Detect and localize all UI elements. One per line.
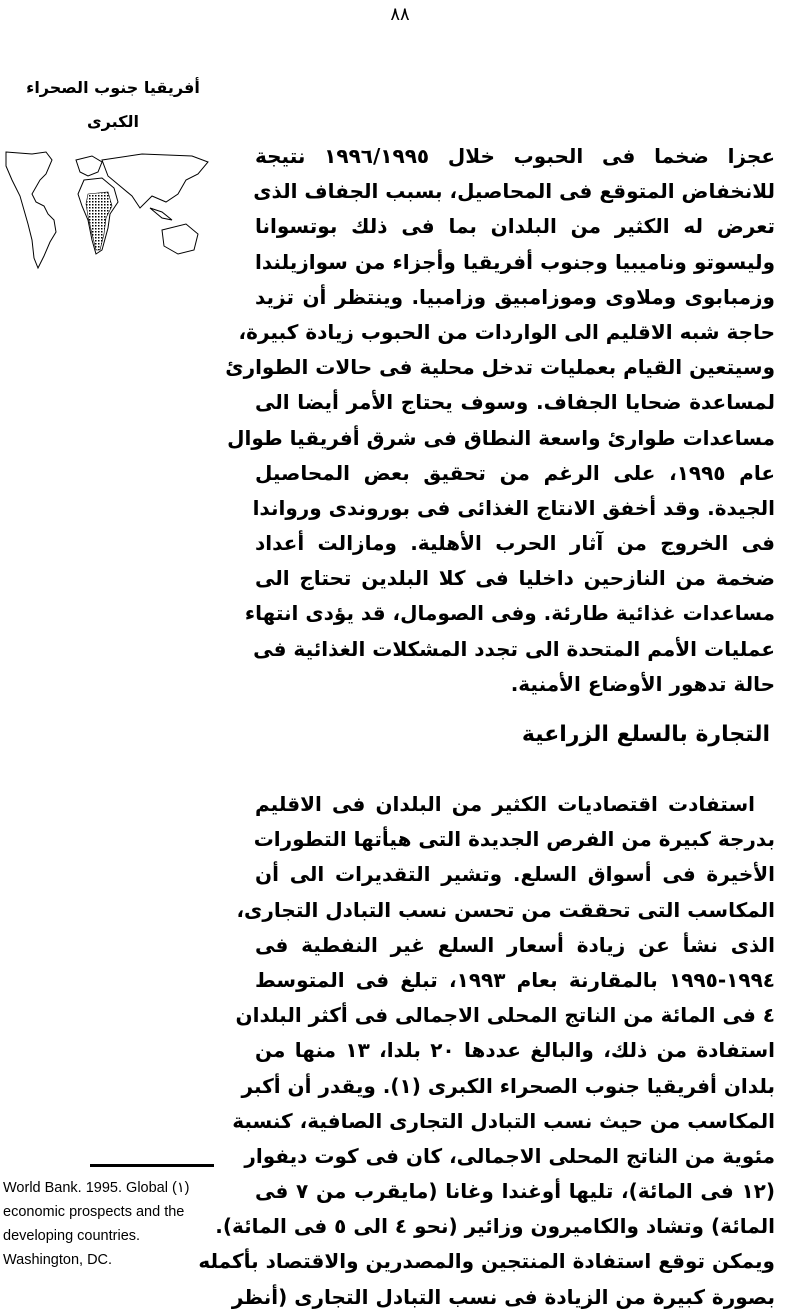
text-line: حالة تدهور الأوضاع الأمنية. xyxy=(510,671,775,696)
text-line: المائة) وتشاد والكاميرون وزائير (نحو ٤ الى ٥ فى المائة). xyxy=(215,1214,775,1239)
text-line: عجزا ضخما فى الحبوب خلال ١٩٩٦/١٩٩٥ نتيجة xyxy=(255,144,775,168)
sidebar-title-line2: الكبرى xyxy=(87,112,139,131)
text-line: وليسوتو وناميبيا وجنوب أفريقيا وأجزاء من سوازيلندا xyxy=(255,249,775,274)
text-line: حاجة شبه الاقليم الى الواردات من الحبوب زيادة كبيرة، xyxy=(238,319,775,344)
text-line: مئوية من الناتج المحلى الاجمالى، كان فى كوت ديفوار xyxy=(244,1143,775,1168)
footnote-line: developing countries. xyxy=(3,1228,141,1244)
section-heading: التجارة بالسلع الزراعية xyxy=(521,722,770,747)
text-line: المكاسب التى تحققت من تحسن نسب التبادل التجارى، xyxy=(236,897,775,922)
text-line: ٤ فى المائة من الناتج المحلى الاجمالى فى أكثر البلدان xyxy=(235,1003,775,1028)
text-line: بدرجة كبيرة من الفرص الجديدة التى هيأتها التطورات xyxy=(253,827,775,852)
paragraph-1 xyxy=(225,139,775,702)
text-line: المكاسب من حيث نسب التبادل التجارى الصافية، كنسبة xyxy=(232,1108,775,1133)
text-line: مساعدات طوارئ واسعة النطاق فى شرق أفريقيا طوال xyxy=(227,425,775,450)
text-line: استفادت اقتصاديات الكثير من البلدان فى الاقليم xyxy=(255,792,755,816)
text-line: وزمبابوى وملاوى وموزامبيق وزامبيا. وينتظر أن تزيد xyxy=(255,284,775,309)
text-line: الجيدة. وقد أخفق الانتاج الغذائى فى بوروندى ورواندا xyxy=(252,495,775,520)
text-line: وسيتعين القيام بعمليات تدخل محلية فى حالات الطوارئ xyxy=(225,355,775,380)
footnote-line: Washington, DC. xyxy=(3,1252,113,1268)
text-line: ضخمة من النازحين داخليا فى كلا البلدين تحتاج الى xyxy=(255,566,775,591)
text-line: عمليات الأمم المتحدة الى تجدد المشكلات الغذائية فى xyxy=(253,636,775,661)
text-line: فى الخروج من آثار الحرب الأهلية. ومازالت أعداد xyxy=(255,531,775,556)
text-line: استفادة من ذلك، والبالغ عددها ٢٠ بلدا، ١٣ منها من xyxy=(255,1038,775,1063)
text-line: عام ١٩٩٥، على الرغم من تحقيق بعض المحاصيل xyxy=(255,460,775,485)
text-line: بصورة كبيرة من الزيادة فى نسب التبادل التجارى (أنظر xyxy=(231,1284,775,1309)
footnote-line: economic prospects and the xyxy=(3,1204,185,1220)
text-line: ١٩٩٤-١٩٩٥ بالمقارنة بعام ١٩٩٣، تبلغ فى المتوسط xyxy=(255,967,775,992)
text-line: تعرض له الكثير من البلدان بما فى ذلك بوتسوانا xyxy=(255,214,775,239)
text-line: للانخفاض المتوقع فى المحاصيل، بسبب الجفاف الذى xyxy=(253,179,775,204)
footnote-line: World Bank. 1995. Global (١) xyxy=(3,1180,190,1196)
text-line: ويمكن توقع استفادة المنتجين والمصدرين والاقتصاد بأكمله xyxy=(198,1249,775,1274)
world-map-africa-highlight xyxy=(2,150,214,270)
text-line: (١٢ فى المائة)، تليها أوغندا وغانا (مايقرب من ٧ فى xyxy=(255,1179,776,1204)
footnote-rule xyxy=(90,1164,214,1167)
footnote xyxy=(3,1176,218,1272)
paragraph-2 xyxy=(198,787,776,1315)
text-line: مساعدات غذائية طارئة. وفى الصومال، قد يؤدى انتهاء xyxy=(244,601,775,626)
text-line: لمساعدة ضحايا الجفاف. وسوف يحتاج الأمر أيضا الى xyxy=(255,390,775,415)
text-line: الذى نشأ عن زيادة أسعار السلع غير النفطية فى xyxy=(255,932,775,957)
page-number: ٨٨ xyxy=(390,4,410,25)
text-line: بلدان أفريقيا جنوب الصحراء الكبرى (١). ويقدر أن أكبر xyxy=(241,1073,775,1098)
text-line: الأخيرة فى أسواق السلع. وتشير التقديرات الى أن xyxy=(255,862,775,887)
sidebar-title-line1: أفريقيا جنوب الصحراء xyxy=(26,78,200,97)
